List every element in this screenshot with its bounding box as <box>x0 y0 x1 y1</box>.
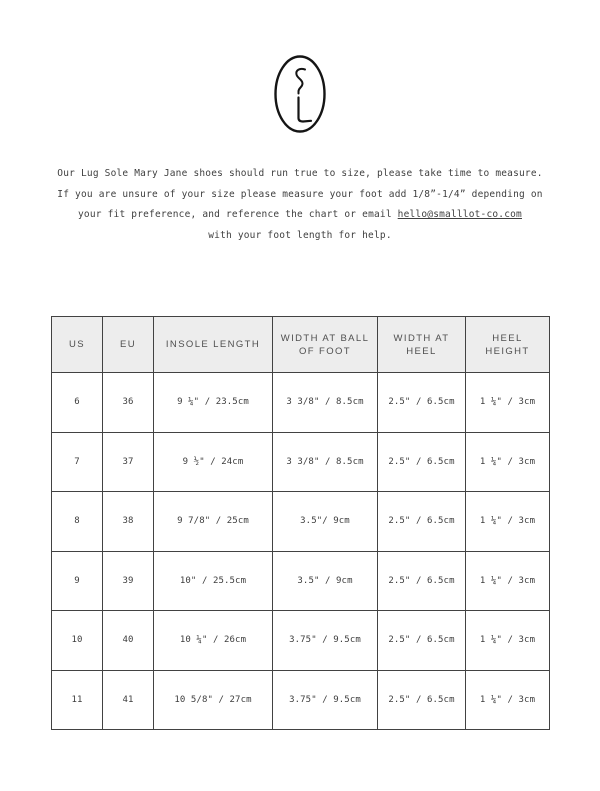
column-header-insole-length <box>154 317 273 373</box>
cell-insole-length: 9 ¼" / 23.5cm <box>154 373 273 433</box>
intro-line-4: with your foot length for help. <box>208 229 392 241</box>
brand-logo <box>0 52 600 136</box>
cell-width-ball: 3.5"/ 9cm <box>273 492 378 552</box>
column-header-line: WIDTH AT BALL <box>280 332 370 344</box>
table-row <box>52 670 550 730</box>
intro-line-3 <box>0 205 600 226</box>
cell-width-ball: 3 3/8" / 8.5cm <box>273 432 378 492</box>
table-row <box>52 373 550 433</box>
intro-line-3-text: your fit preference, and reference the chart or email <box>78 209 398 221</box>
column-header-line: US <box>69 339 85 350</box>
intro-text <box>0 164 600 246</box>
cell-width-heel: 2.5" / 6.5cm <box>378 373 466 433</box>
column-header-line: WIDTH AT <box>393 332 450 344</box>
column-header-width-heel <box>378 317 466 373</box>
cell-width-heel: 2.5" / 6.5cm <box>378 492 466 552</box>
sl-monogram-icon <box>272 52 328 136</box>
cell-us: 11 <box>52 670 103 730</box>
column-header-line: INSOLE LENGTH <box>165 339 261 350</box>
cell-heel-height: 1 ¼" / 3cm <box>466 611 550 671</box>
cell-us: 7 <box>52 432 103 492</box>
table-row <box>52 432 550 492</box>
intro-line-1: Our Lug Sole Mary Jane shoes should run true to size, please take time to measure. <box>57 168 543 179</box>
cell-heel-height: 1 ¼" / 3cm <box>466 432 550 492</box>
column-header-eu <box>103 317 154 373</box>
email-link[interactable]: hello@smalllot-co.com <box>397 209 522 221</box>
cell-us: 8 <box>52 492 103 552</box>
table-row <box>52 551 550 611</box>
cell-insole-length: 10" / 25.5cm <box>154 551 273 611</box>
cell-heel-height: 1 ¼" / 3cm <box>466 373 550 433</box>
column-header-us <box>52 317 103 373</box>
cell-width-heel: 2.5" / 6.5cm <box>378 670 466 730</box>
table-row <box>52 492 550 552</box>
cell-eu: 39 <box>103 551 154 611</box>
column-header-line: HEEL <box>492 332 523 344</box>
cell-width-ball: 3.75" / 9.5cm <box>273 670 378 730</box>
cell-width-ball: 3.5" / 9cm <box>273 551 378 611</box>
cell-insole-length: 9 7/8" / 25cm <box>154 492 273 552</box>
cell-width-heel: 2.5" / 6.5cm <box>378 551 466 611</box>
cell-eu: 37 <box>103 432 154 492</box>
column-header-heel-height <box>466 317 550 373</box>
column-header-line: OF FOOT <box>298 345 352 357</box>
size-chart <box>51 316 550 730</box>
cell-insole-length: 10 5/8" / 27cm <box>154 670 273 730</box>
cell-width-heel: 2.5" / 6.5cm <box>378 432 466 492</box>
cell-us: 10 <box>52 611 103 671</box>
table-row <box>52 611 550 671</box>
size-chart-table <box>51 316 550 730</box>
cell-heel-height: 1 ¼" / 3cm <box>466 670 550 730</box>
cell-eu: 38 <box>103 492 154 552</box>
column-header-line: EU <box>120 339 136 350</box>
column-header-line: HEIGHT <box>485 345 530 357</box>
cell-width-ball: 3.75" / 9.5cm <box>273 611 378 671</box>
cell-eu: 41 <box>103 670 154 730</box>
cell-us: 9 <box>52 551 103 611</box>
header-row <box>52 317 550 373</box>
cell-insole-length: 9 ½" / 24cm <box>154 432 273 492</box>
column-header-line: HEEL <box>406 345 437 357</box>
cell-eu: 40 <box>103 611 154 671</box>
cell-width-heel: 2.5" / 6.5cm <box>378 611 466 671</box>
cell-heel-height: 1 ¼" / 3cm <box>466 551 550 611</box>
column-header-width-ball <box>273 317 378 373</box>
intro-line-2: If you are unsure of your size please measure your foot add 1/8”-1/4” depending on <box>57 188 543 200</box>
cell-width-ball: 3 3/8" / 8.5cm <box>273 373 378 433</box>
cell-eu: 36 <box>103 373 154 433</box>
cell-us: 6 <box>52 373 103 433</box>
cell-insole-length: 10 ¼" / 26cm <box>154 611 273 671</box>
cell-heel-height: 1 ¼" / 3cm <box>466 492 550 552</box>
